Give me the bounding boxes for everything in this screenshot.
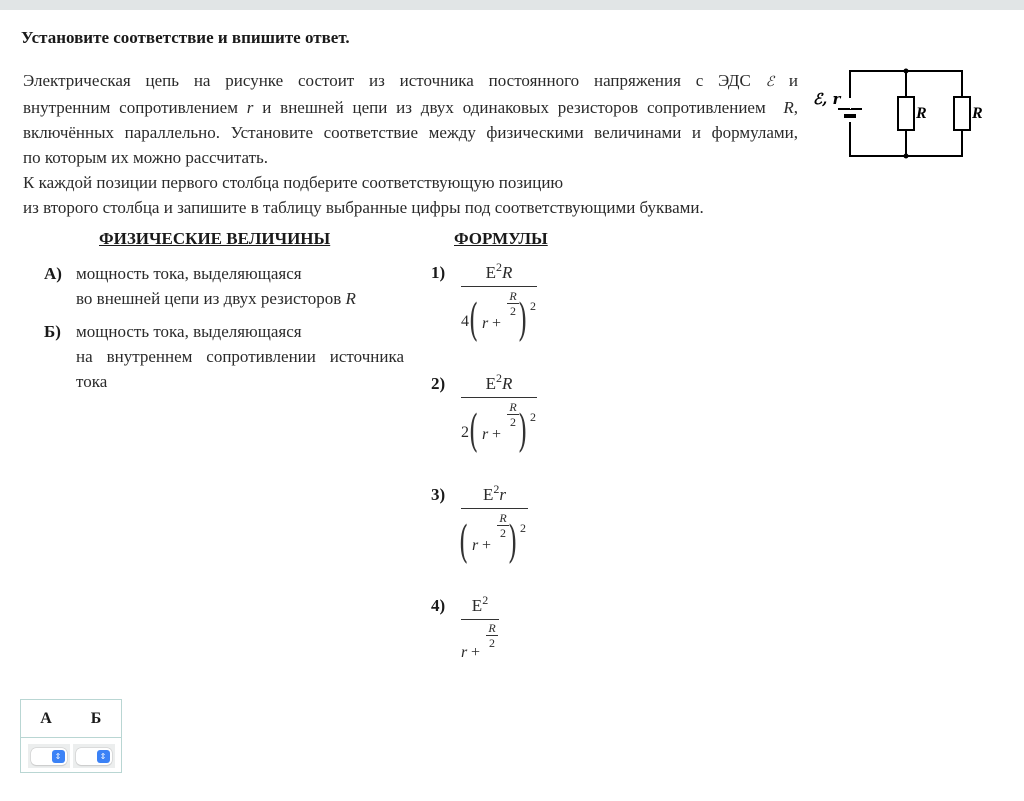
resistor-1-label: R	[916, 105, 927, 122]
plus: +	[471, 644, 481, 661]
formula-label: 4)	[431, 596, 446, 615]
emf-E: E	[471, 596, 483, 615]
numerator-var: R	[502, 263, 513, 282]
intro-line-2	[23, 95, 798, 120]
two: 2	[510, 304, 516, 318]
answer-table	[20, 699, 122, 773]
r-var: r	[482, 426, 489, 443]
answer-column-b: Б	[90, 710, 102, 727]
resistor-2	[954, 97, 970, 130]
two: 2	[489, 636, 495, 650]
intro-line-1	[23, 68, 798, 95]
formula-fraction	[461, 371, 537, 457]
fraction-bar	[461, 619, 499, 620]
quantity-item-a	[44, 261, 404, 311]
r-var: r	[461, 644, 468, 661]
answer-table-header	[21, 700, 121, 738]
numerator-var: R	[502, 374, 513, 393]
resistor-1	[898, 97, 914, 130]
formulas-header: ФОРМУЛЫ	[454, 229, 548, 248]
square: 2	[530, 299, 536, 313]
task-title: Установите соответствие и впишите ответ.	[21, 28, 350, 47]
fraction-bar	[461, 508, 528, 509]
top-bar	[0, 0, 1024, 10]
task-description	[23, 68, 798, 220]
two: 2	[500, 526, 506, 540]
square: 2	[530, 410, 536, 424]
two: 2	[510, 415, 516, 429]
formula-label: 2)	[431, 374, 446, 393]
r-symbol: r	[246, 98, 254, 117]
circuit-diagram	[812, 66, 992, 162]
r-var: r	[482, 315, 489, 332]
formula-numerator	[461, 260, 537, 286]
junction-bottom	[904, 154, 909, 159]
formula-numerator	[461, 371, 537, 397]
coefficient: 4	[461, 313, 469, 330]
answer-select-a[interactable]	[31, 748, 67, 765]
right-paren: )	[517, 295, 528, 346]
left-paren: (	[468, 406, 479, 457]
plus: +	[482, 537, 492, 554]
R-symbol: R	[783, 98, 794, 117]
quantity-line: на внутреннем сопротивлении источника	[76, 347, 404, 366]
plus: +	[492, 426, 502, 443]
intro-text: Электрическая цепь на рисунке состоит из источника постоянного напряжения с ЭДС	[23, 71, 751, 90]
right-paren: )	[507, 517, 518, 568]
plus: +	[492, 315, 502, 332]
quantity-label: Б)	[44, 322, 61, 341]
answer-select-b[interactable]	[76, 748, 112, 765]
quantities-header: ФИЗИЧЕСКИЕ ВЕЛИЧИНЫ	[99, 229, 331, 248]
source-label: ℰ, r	[813, 90, 841, 108]
formula-fraction	[461, 260, 537, 346]
left-paren: (	[458, 517, 469, 568]
intro-text: внутренним сопротивлением	[23, 98, 238, 117]
formula-fraction	[458, 482, 528, 568]
intro-text: ,	[793, 98, 799, 117]
quantity-text	[76, 261, 404, 311]
quantity-line: тока	[76, 372, 108, 391]
intro-text: и	[788, 71, 799, 90]
emf-symbol: ℰ	[765, 74, 775, 90]
R-var: R	[509, 400, 517, 414]
coefficient: 2	[461, 424, 469, 441]
formula-label: 1)	[431, 263, 446, 282]
updown-chevron-icon[interactable]: ⇕	[97, 750, 110, 763]
quantity-line: мощность тока, выделяющаяся	[76, 322, 302, 341]
junction-top	[904, 69, 909, 74]
emf-E: E	[485, 263, 496, 282]
instruction-line-2: из второго столбца и запишите в таблицу выбранные цифры под соответствующими буквами.	[23, 198, 704, 217]
answer-table-selects	[21, 738, 121, 774]
power: 2	[496, 371, 502, 385]
emf-E: E	[482, 485, 494, 504]
square: 2	[520, 521, 526, 535]
formula-numerator	[461, 593, 499, 619]
right-paren: )	[517, 406, 528, 457]
power: 2	[496, 260, 502, 274]
numerator-var: r	[499, 485, 506, 504]
quantity-text	[76, 319, 404, 394]
instruction-line-1: К каждой позиции первого столбца подберите соответствующую позицию	[23, 173, 564, 192]
R-symbol: R	[345, 289, 356, 308]
intro-line-3: включённых параллельно. Установите соответствие между физическими величинами и формулами,	[23, 123, 798, 142]
resistor-2-label: R	[972, 105, 983, 122]
emf-E: E	[485, 374, 496, 393]
r-var: r	[472, 537, 479, 554]
quantity-item-b	[44, 319, 404, 394]
battery-gap	[850, 99, 851, 109]
quantity-line: мощность тока, выделяющаяся	[76, 264, 302, 283]
half-R	[486, 621, 498, 650]
quantity-label: А)	[44, 264, 62, 283]
left-paren: (	[468, 295, 479, 346]
answer-cell-b	[73, 744, 115, 768]
intro-text: и внешней цепи из двух одинаковых резисторов сопротивлением	[262, 98, 766, 117]
updown-chevron-icon[interactable]: ⇕	[52, 750, 65, 763]
formula-fraction	[461, 593, 499, 661]
quantity-line	[76, 286, 404, 311]
formula-numerator	[461, 482, 528, 508]
quantity-line-text: во внешней цепи из двух резисторов	[76, 289, 342, 308]
power: 2	[493, 482, 500, 496]
R-var: R	[499, 511, 507, 525]
power: 2	[482, 593, 489, 607]
intro-line-4: по которым их можно рассчитать.	[23, 148, 269, 167]
fraction-bar	[461, 286, 537, 287]
quantities-list	[44, 261, 404, 402]
answer-column-a: А	[40, 710, 52, 727]
R-var: R	[509, 289, 517, 303]
answer-cell-a	[28, 744, 70, 768]
formula-label: 3)	[431, 485, 446, 504]
R-var: R	[488, 621, 496, 635]
fraction-bar	[461, 397, 537, 398]
